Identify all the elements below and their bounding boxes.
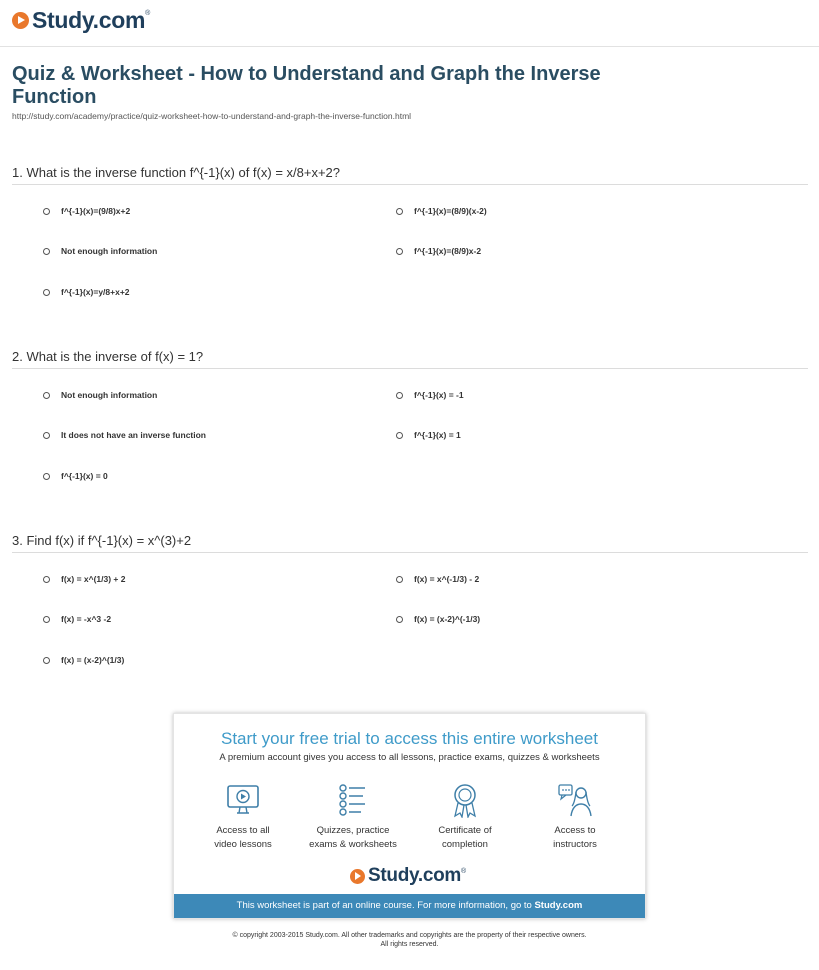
answer-option[interactable]: [43, 471, 108, 481]
radio-icon[interactable]: [396, 392, 403, 399]
answer-label: f^{-1}(x) = 0: [61, 471, 108, 481]
logo-trademark: ®: [145, 10, 151, 17]
page-url: http://study.com/academy/practice/quiz-worksheet-how-to-understand-and-graph-the-inverse-function.html: [12, 111, 412, 121]
radio-icon[interactable]: [43, 616, 50, 623]
answer-option[interactable]: [43, 614, 111, 624]
answer-option[interactable]: [43, 390, 157, 400]
promo-footer-link[interactable]: Study.com: [534, 900, 583, 911]
radio-icon[interactable]: [43, 392, 50, 399]
feature-certificate: [410, 782, 520, 852]
feature-video-lessons: [188, 782, 298, 852]
answer-label: f(x) = x^(-1/3) - 2: [414, 574, 480, 584]
play-logo-icon: [12, 12, 29, 29]
answer-label: f^{-1}(x) = -1: [414, 390, 464, 400]
promo-study-logo[interactable]: [350, 865, 466, 887]
radio-icon[interactable]: [43, 208, 50, 215]
copyright-line: All rights reserved.: [380, 941, 439, 948]
answer-label: f(x) = (x-2)^(-1/3): [414, 614, 481, 624]
radio-icon[interactable]: [43, 289, 50, 296]
answer-label: f(x) = x^(1/3) + 2: [61, 574, 126, 584]
radio-icon[interactable]: [396, 208, 403, 215]
question-divider: [12, 184, 808, 185]
answer-label: f^{-1}(x)=(8/9)(x-2): [414, 206, 487, 216]
answer-option[interactable]: [396, 246, 481, 256]
feature-label: Certificate of completion: [438, 825, 492, 850]
radio-icon[interactable]: [396, 248, 403, 255]
question-2: [12, 349, 808, 481]
instructor-icon: [557, 782, 593, 818]
radio-icon[interactable]: [396, 432, 403, 439]
free-trial-promo: [173, 713, 646, 919]
radio-icon[interactable]: [396, 576, 403, 583]
answer-option[interactable]: [396, 206, 487, 216]
radio-icon[interactable]: [43, 473, 50, 480]
answer-label: f(x) = (x-2)^(1/3): [61, 655, 125, 665]
logo-trademark: ®: [461, 868, 467, 875]
study-logo[interactable]: [12, 7, 150, 34]
answer-option[interactable]: [43, 206, 130, 216]
answer-label: f^{-1}(x) = 1: [414, 430, 461, 440]
answer-label: Not enough information: [61, 390, 158, 400]
answer-label: f^{-1}(x)=(8/9)x-2: [414, 246, 482, 256]
answer-label: f^{-1}(x)=y/8+x+2: [61, 287, 130, 297]
question-divider: [12, 552, 808, 553]
question-text: 1. What is the inverse function f^{-1}(x) of f(x) = x/8+x+2?: [12, 165, 341, 180]
answer-option[interactable]: [396, 430, 461, 440]
play-logo-icon: [350, 869, 365, 884]
page-title: Quiz & Worksheet - How to Understand and Graph the Inverse Function: [12, 63, 601, 108]
radio-icon[interactable]: [396, 616, 403, 623]
answer-label: f(x) = -x^3 -2: [61, 614, 112, 624]
radio-icon[interactable]: [43, 432, 50, 439]
answer-option[interactable]: [43, 430, 206, 440]
feature-label: Access to all video lessons: [214, 825, 272, 850]
answer-option[interactable]: [43, 574, 126, 584]
radio-icon[interactable]: [43, 248, 50, 255]
answer-label: It does not have an inverse function: [61, 430, 206, 440]
answer-label: f^{-1}(x)=(9/8)x+2: [61, 206, 131, 216]
quiz-list-icon: [335, 782, 371, 818]
promo-headline[interactable]: Start your free trial to access this entire worksheet: [221, 729, 598, 748]
answer-option[interactable]: [396, 614, 480, 624]
certificate-icon: [447, 782, 483, 818]
answer-label: Not enough information: [61, 246, 158, 256]
promo-subtitle: A premium account gives you access to all lessons, practice exams, quizzes & worksheets: [219, 752, 600, 763]
logo-text: Study.com: [368, 865, 462, 886]
feature-quizzes: [298, 782, 408, 852]
promo-footer-bar: [174, 894, 645, 918]
promo-footer-text: This worksheet is part of an online course. For more information, go to: [236, 900, 535, 911]
radio-icon[interactable]: [43, 576, 50, 583]
question-text: 3. Find f(x) if f^{-1}(x) = x^(3)+2: [12, 533, 192, 548]
question-1: [12, 165, 808, 297]
answer-option[interactable]: [43, 246, 157, 256]
feature-label: Access to instructors: [553, 825, 597, 850]
answer-option[interactable]: [396, 390, 464, 400]
answer-option[interactable]: [396, 574, 479, 584]
header-divider: [0, 46, 819, 47]
copyright: [0, 931, 819, 949]
question-divider: [12, 368, 808, 369]
logo-text: Study.com: [32, 7, 146, 33]
feature-instructors: [520, 782, 630, 852]
answer-option[interactable]: [43, 655, 124, 665]
copyright-line: © copyright 2003-2015 Study.com. All other trademarks and copyrights are the property of their respective owners.: [232, 932, 587, 939]
question-3: [12, 533, 808, 665]
radio-icon[interactable]: [43, 657, 50, 664]
question-text: 2. What is the inverse of f(x) = 1?: [12, 349, 204, 364]
feature-label: Quizzes, practice exams & worksheets: [309, 825, 397, 850]
answer-option[interactable]: [43, 287, 130, 297]
video-lesson-icon: [225, 782, 261, 818]
